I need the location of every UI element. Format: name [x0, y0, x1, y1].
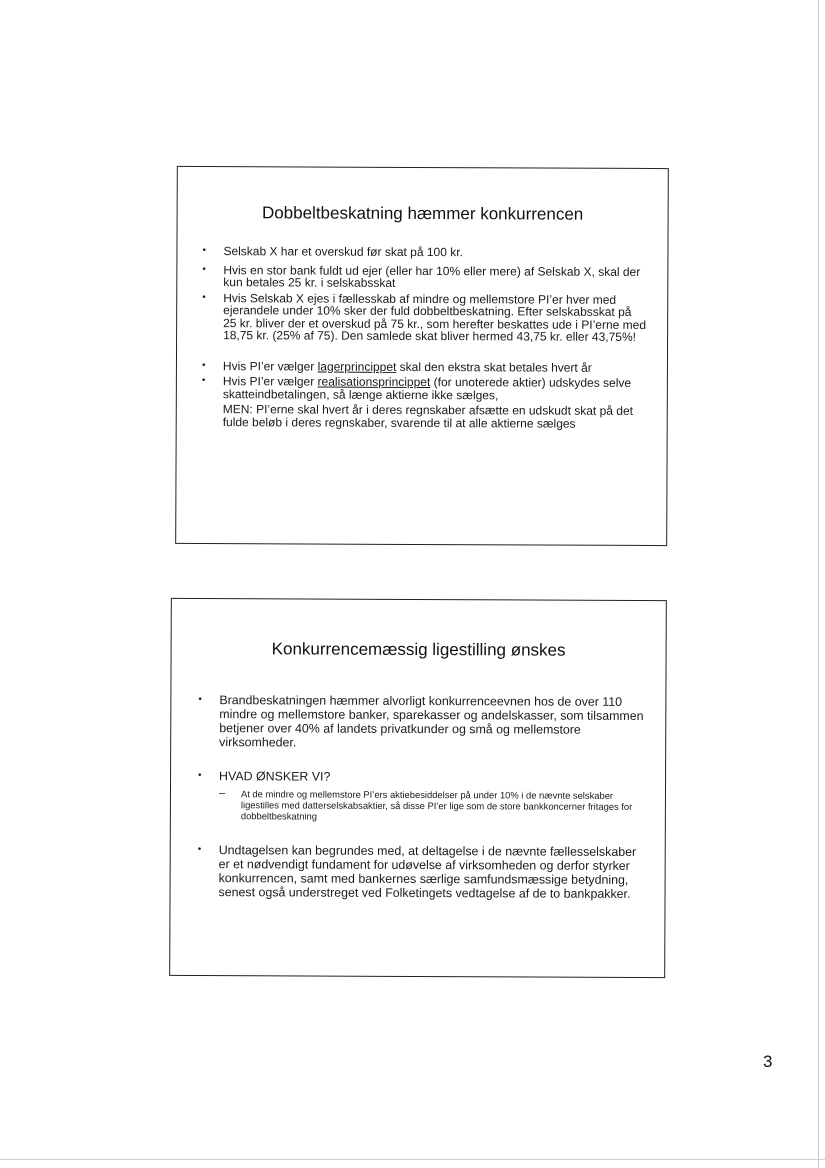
page-edge-bottom — [0, 1159, 825, 1160]
bullet-item — [201, 292, 647, 344]
slide-title: Dobbeltbeskatning hæmmer konkurrencen — [261, 203, 584, 224]
bullet-text: Selskab X har et overskud før skat på 100 kr. — [223, 244, 463, 260]
page-number: 3 — [763, 1052, 773, 1071]
bullet-icon: • — [198, 770, 202, 782]
bullet-icon: • — [201, 359, 206, 371]
bullet-text: Brandbeskatningen hæmmer alvorligt konkurrenceevnen hos de over 110 mindre og mellemstore banker, sparekasser og andelskasser, som tilsammen betjener over 40% af landets privatkunder og små og mellemstore virksomheder. — [219, 693, 644, 750]
bullet-text: HVAD ØNSKER VI? — [219, 769, 331, 784]
bullet-list — [201, 245, 648, 430]
bullet-item — [201, 245, 647, 259]
page-edge — [818, 0, 819, 1168]
sub-bullet-item — [219, 788, 647, 823]
bullet-icon: • — [198, 694, 202, 706]
bullet-list — [197, 693, 648, 901]
bullet-text-after: (for unoterede aktier) udskydes selve skatteindbetalingen, så længe aktierne ikke sælges, — [222, 375, 632, 402]
bullet-text-before: Hvis PI’er vælger — [222, 374, 318, 389]
bullet-text: Hvis Selskab X ejes i fællesskab af mindre og mellemstore PI’er hver med ejerandele under 10% sker der fuld dobbeltbeskatning. Efter selskabsskat på 25 kr. bliver der et overskud på 75 kr., som herefter beskattes ude i PI’erne med 18,75 kr. (25% af 75). Den samlede skat bliver hermed 43,75 kr. eller 43,75%! — [223, 290, 647, 344]
sub-bullet-list — [219, 788, 647, 823]
bullet-icon: • — [202, 245, 206, 257]
bullet-text: Hvis en stor bank fuldt ud ejer (eller har 10% eller mere) af Selskab X, skal der kun betales 25 kr. i selskabsskat — [223, 262, 641, 290]
bullet-icon: • — [197, 844, 202, 856]
underlined-term-lagerprincippet: lagerprincippet — [317, 359, 397, 374]
bullet-icon: • — [202, 263, 206, 275]
bullet-item — [197, 769, 647, 823]
bullet-text-after: skal den ekstra skat betales hvert år — [396, 359, 592, 375]
bullet-icon: • — [201, 375, 206, 387]
bullet-item — [201, 375, 647, 430]
bullet-item — [197, 693, 647, 751]
men-paragraph: MEN: PI’erne skal hvert år i deres regnskaber afsætte en udskudt skat på det fulde beløb i deres regnskaber, svarende til at alle aktierne sælges — [222, 402, 633, 431]
bullet-text-before: Hvis PI’er vælger — [222, 358, 318, 374]
bullet-item — [197, 843, 647, 901]
slide-dobbeltbeskatning — [175, 166, 669, 546]
bullet-text: Undtagelsen kan begrundes med, at deltagelse i de nævnte fællesselskaber er et nødvendigt fundament for udøvelse af virksomheden og derfor styrker konkurrencen, samt med bankernes særlige samfundsmæssige betydning, senest også understreget ved Folketingets vedtagelse af de to bankpakker. — [218, 843, 637, 901]
dash-icon: – — [218, 787, 226, 800]
underlined-term-realisationsprincippet: realisationsprincippet — [317, 374, 431, 390]
slide-konkurrencemaessig-ligestilling — [169, 598, 667, 978]
bullet-item — [201, 264, 647, 291]
slide-title: Konkurrencemæssig ligestilling ønskes — [271, 639, 566, 660]
sub-bullet-text: At de mindre og mellemstore PI’ers aktiebesiddelser på under 10% i de nævnte selskaber ligestilles med datterselskabsaktier, så disse PI’er lige som de store bankkoncerner fritages for dobbeltbeskatning — [240, 788, 633, 822]
bullet-icon: • — [202, 291, 206, 303]
bullet-item — [201, 360, 647, 374]
